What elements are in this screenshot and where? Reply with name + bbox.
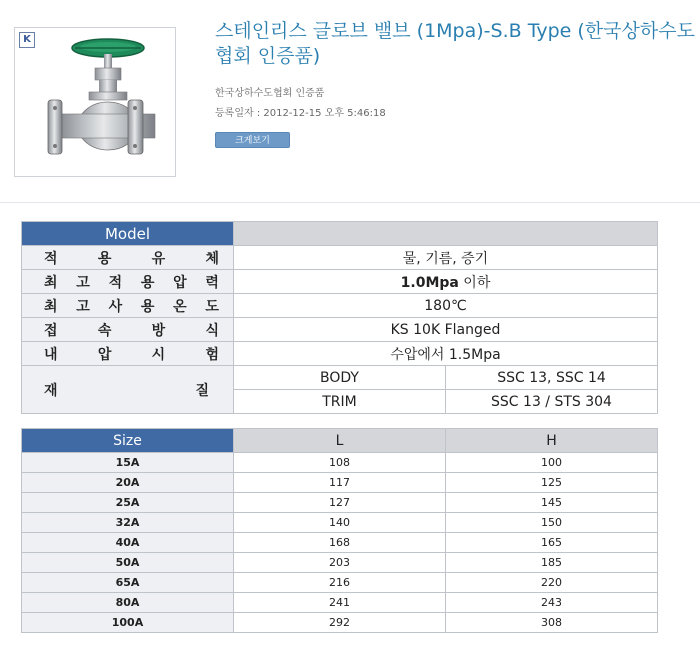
spec-label: 최 고 적 용 압 력: [22, 270, 234, 294]
spec-value: 수압에서 1.5Mpa: [234, 342, 658, 366]
spec-label: 내 압 시 험: [22, 342, 234, 366]
spec-table: [21, 221, 658, 414]
spec-row: [22, 246, 658, 270]
certification-text: 한국상하수도협회 인증품: [215, 88, 325, 99]
material-part: BODY: [234, 366, 446, 390]
size-header: Size: [22, 429, 234, 453]
height-cell: 150: [446, 513, 658, 533]
spec-value: 180℃: [234, 294, 658, 318]
globe-valve-image: [15, 28, 175, 176]
length-cell: 108: [234, 453, 446, 473]
size-cell: 15A: [22, 453, 234, 473]
size-cell: 40A: [22, 533, 234, 553]
length-cell: 292: [234, 613, 446, 633]
size-row: [22, 593, 658, 613]
spec-value: 물, 기름, 증기: [234, 246, 658, 270]
height-cell: 308: [446, 613, 658, 633]
material-part: TRIM: [234, 390, 446, 414]
material-label: 재 질: [22, 366, 234, 414]
spec-label: 최 고 사 용 온 도: [22, 294, 234, 318]
size-cell: 32A: [22, 513, 234, 533]
model-header: Model: [22, 222, 234, 246]
size-row: [22, 613, 658, 633]
spec-row: [22, 270, 658, 294]
zoom-button[interactable]: 크게보기: [215, 132, 290, 148]
spec-row: [22, 294, 658, 318]
height-cell: 220: [446, 573, 658, 593]
length-cell: 241: [234, 593, 446, 613]
length-cell: 127: [234, 493, 446, 513]
spec-value: KS 10K Flanged: [234, 318, 658, 342]
size-cell: 50A: [22, 553, 234, 573]
height-cell: 100: [446, 453, 658, 473]
height-cell: 125: [446, 473, 658, 493]
model-value: [234, 222, 658, 246]
material-value: SSC 13, SSC 14: [446, 366, 658, 390]
material-value: SSC 13 / STS 304: [446, 390, 658, 414]
brand-logo: K: [19, 32, 35, 48]
size-cell: 20A: [22, 473, 234, 493]
size-table: [21, 428, 658, 633]
height-cell: 165: [446, 533, 658, 553]
size-row: [22, 553, 658, 573]
size-cell: 80A: [22, 593, 234, 613]
size-row: [22, 453, 658, 473]
size-cell: 25A: [22, 493, 234, 513]
length-cell: 140: [234, 513, 446, 533]
spec-row: [22, 342, 658, 366]
size-row: [22, 533, 658, 553]
height-cell: 185: [446, 553, 658, 573]
size-cell: 65A: [22, 573, 234, 593]
spec-label: 적 용 유 체: [22, 246, 234, 270]
size-row: [22, 493, 658, 513]
size-row: [22, 513, 658, 533]
size-cell: 100A: [22, 613, 234, 633]
spec-row: [22, 318, 658, 342]
size-row: [22, 573, 658, 593]
spec-label: 접 속 방 식: [22, 318, 234, 342]
length-cell: 168: [234, 533, 446, 553]
size-row: [22, 473, 658, 493]
material-row: [22, 366, 658, 390]
length-cell: 216: [234, 573, 446, 593]
registration-date: 등록일자 : 2012-12-15 오후 5:46:18: [215, 108, 386, 119]
h-header: H: [446, 429, 658, 453]
height-cell: 145: [446, 493, 658, 513]
height-cell: 243: [446, 593, 658, 613]
spec-value: 1.0Mpa 이하: [234, 270, 658, 294]
product-title: 스테인리스 글로브 밸브 (1Mpa)-S.B Type (한국상하수도협회 인증품): [215, 20, 695, 67]
product-thumbnail[interactable]: [14, 27, 176, 177]
length-cell: 203: [234, 553, 446, 573]
section-divider: [0, 202, 700, 203]
l-header: L: [234, 429, 446, 453]
length-cell: 117: [234, 473, 446, 493]
